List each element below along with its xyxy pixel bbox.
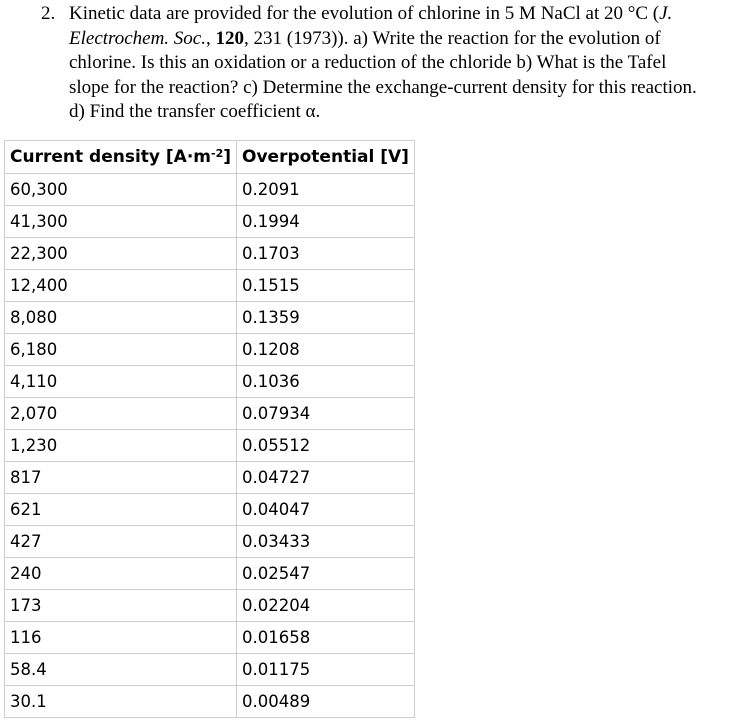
cell-overpotential: 0.2091 [237, 174, 415, 206]
table-row [5, 654, 415, 686]
table-row [5, 334, 415, 366]
cell-current-density: 60,300 [5, 174, 237, 206]
cell-overpotential: 0.01658 [237, 622, 415, 654]
table-row [5, 366, 415, 398]
journal-separator: , [206, 27, 216, 49]
cell-current-density: 4,110 [5, 366, 237, 398]
cell-current-density: 41,300 [5, 206, 237, 238]
cell-current-density: 30.1 [5, 686, 237, 718]
header-current-density-close: ] [223, 147, 232, 167]
problem-line-5: d) Find the transfer coefficient α. [69, 101, 321, 122]
cell-current-density: 1,230 [5, 430, 237, 462]
table-row [5, 526, 415, 558]
cell-current-density: 621 [5, 494, 237, 526]
table-header-row [5, 141, 415, 174]
header-current-density-text: Current density [A·m [10, 147, 211, 167]
table-row [5, 622, 415, 654]
cell-current-density: 427 [5, 526, 237, 558]
table-row [5, 686, 415, 718]
cell-overpotential: 0.1036 [237, 366, 415, 398]
table-row [5, 206, 415, 238]
table-row [5, 174, 415, 206]
problem-line-2-text: , 231 (1973)). a) Write the reaction for the evolution of [244, 27, 661, 49]
table-row [5, 398, 415, 430]
problem-line-1-text: Kinetic data are provided for the evolution of chlorine in 5 M NaCl at 20 °C ( [69, 3, 660, 24]
cell-current-density: 817 [5, 462, 237, 494]
cell-current-density: 58.4 [5, 654, 237, 686]
table-row [5, 270, 415, 302]
problem-line-3: chlorine. Is this an oxidation or a reduction of the chloride b) What is the Tafel [69, 52, 667, 73]
table-row [5, 558, 415, 590]
cell-overpotential: 0.1208 [237, 334, 415, 366]
journal-volume: 120 [215, 27, 244, 49]
cell-overpotential: 0.03433 [237, 526, 415, 558]
cell-current-density: 240 [5, 558, 237, 590]
cell-overpotential: 0.1994 [237, 206, 415, 238]
cell-overpotential: 0.05512 [237, 430, 415, 462]
cell-current-density: 2,070 [5, 398, 237, 430]
table-row [5, 462, 415, 494]
cell-overpotential: 0.07934 [237, 398, 415, 430]
cell-current-density: 12,400 [5, 270, 237, 302]
cell-current-density: 173 [5, 590, 237, 622]
problem-line-1 [69, 2, 737, 27]
cell-overpotential: 0.1359 [237, 302, 415, 334]
cell-overpotential: 0.1703 [237, 238, 415, 270]
cell-current-density: 116 [5, 622, 237, 654]
cell-overpotential: 0.01175 [237, 654, 415, 686]
problem-line-2 [69, 27, 737, 52]
table-row [5, 430, 415, 462]
cell-overpotential: 0.00489 [237, 686, 415, 718]
cell-overpotential: 0.02204 [237, 590, 415, 622]
cell-current-density: 8,080 [5, 302, 237, 334]
cell-overpotential: 0.04047 [237, 494, 415, 526]
problem-text [69, 2, 737, 125]
cell-overpotential: 0.1515 [237, 270, 415, 302]
table-row [5, 238, 415, 270]
cell-overpotential: 0.02547 [237, 558, 415, 590]
problem-number: 2. [41, 3, 56, 24]
table-row [5, 494, 415, 526]
journal-name-part-a: J. [659, 3, 673, 24]
table-row [5, 302, 415, 334]
table-body [5, 174, 415, 718]
problem-line-4: slope for the reaction? c) Determine the exchange-current density for this reaction. [69, 76, 697, 98]
cell-current-density: 22,300 [5, 238, 237, 270]
cell-current-density: 6,180 [5, 334, 237, 366]
header-current-density [5, 141, 237, 174]
table-row [5, 590, 415, 622]
journal-name-part-b: Electrochem. Soc. [69, 27, 206, 49]
kinetic-data-table [4, 140, 415, 718]
header-current-density-exponent: -2 [211, 147, 224, 160]
cell-overpotential: 0.04727 [237, 462, 415, 494]
header-overpotential: Overpotential [V] [237, 141, 415, 174]
